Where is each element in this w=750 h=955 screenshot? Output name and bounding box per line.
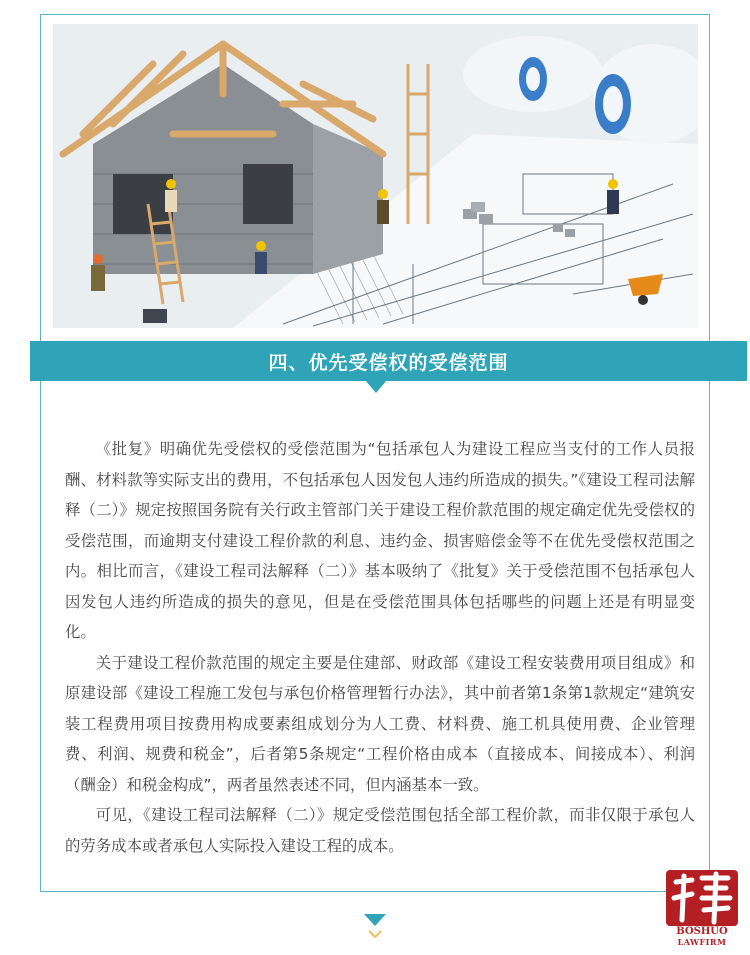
chevron-down-icon	[367, 927, 383, 943]
construction-illustration	[53, 24, 698, 328]
banner-pointer	[365, 380, 387, 393]
scroll-arrow-icon	[364, 914, 386, 926]
hero-image	[53, 24, 698, 328]
paragraph: 关于建设工程价款范围的规定主要是住建部、财政部《建设工程安装费用项目组成》和原建设部《建设工程施工发包与承包价格管理暂行办法》，其中前者第1条第1款规定“建筑安装工程费用项目按费用构成要素组成划分为人工费、材料费、施工机具使用费、企业管理费、利润、规费和税金”，后者第5条规定“工程价格由成本（直接成本、间接成本）、利润（酬金）和税金构成”，两者虽然表述不同，但内涵基本一致。	[65, 653, 695, 794]
logo-text	[666, 926, 738, 948]
paragraph: 《批复》明确优先受偿权的受偿范围为“包括承包人为建设工程应当支付的工作人员报酬、材料款等实际支出的费用，不包括承包人因发包人违约所造成的损失。”《建设工程司法解释（二）》规定按照国务院有关行政主管部门关于建设工程价款范围的规定确定优先受偿权的受偿范围，而逾期支付建设工程价款的利息、违约金、损害赔偿金等不在优先受偿权范围之内。相比而言，《建设工程司法解释（二）》基本吸纳了《批复》关于受偿范围不包括承包人因发包人违约所造成的损失的意见，但是在受偿范围具体包括哪些的问题上还是有明显变化。	[65, 440, 695, 641]
paragraph: 可见，《建设工程司法解释（二）》规定受偿范围包括全部工程价款，而非仅限于承包人的劳务成本或者承包人实际投入建设工程的成本。	[65, 806, 695, 855]
article-body	[65, 434, 695, 861]
section-title: 四、优先受偿权的受偿范围	[268, 351, 509, 374]
logo-firm: LAWFIRM	[677, 937, 727, 947]
section-banner	[30, 341, 747, 381]
logo-brand-name: BOSHUO	[676, 926, 728, 937]
